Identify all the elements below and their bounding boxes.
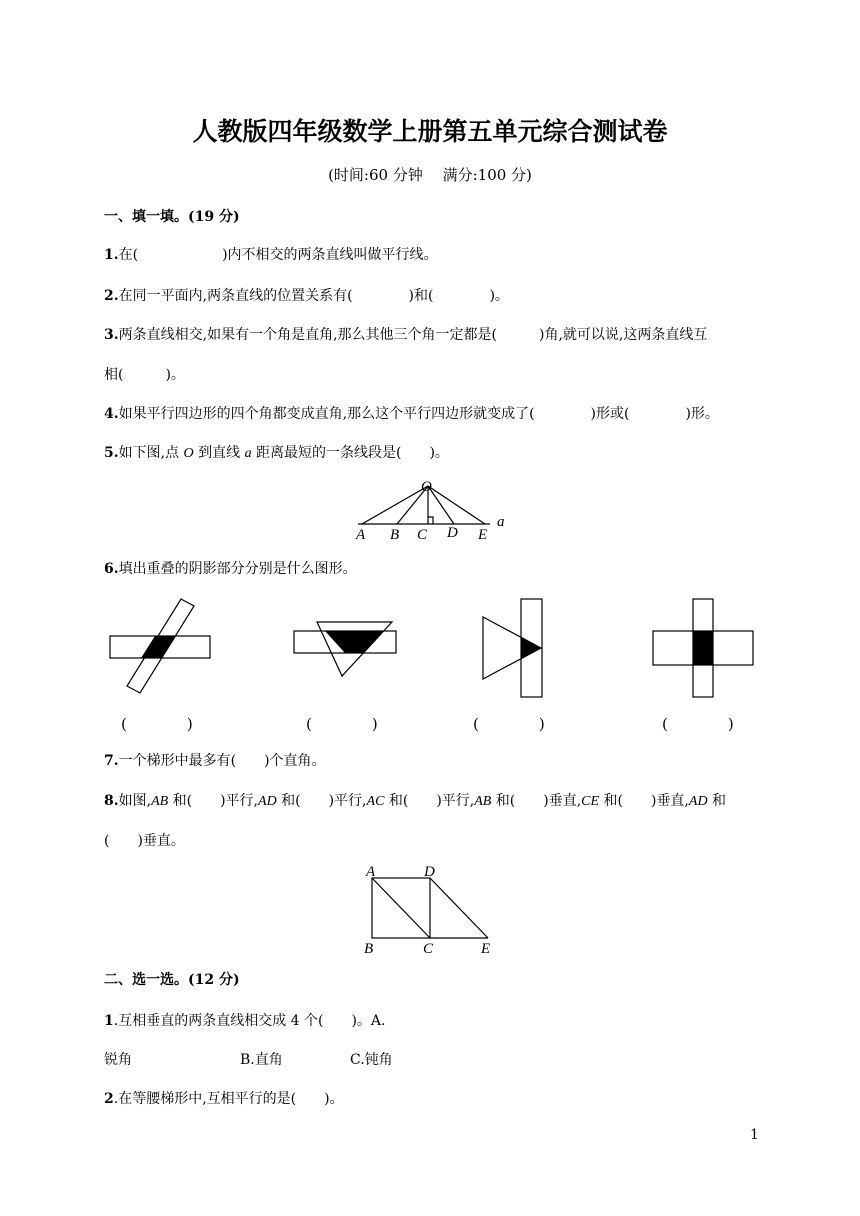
question-2-2	[104, 1088, 344, 1108]
question-1-3-continued: 相( )。	[104, 367, 185, 383]
question-1-8-continued: ( )垂直。	[104, 833, 185, 849]
label-a-point: A	[356, 527, 366, 543]
label-e: E	[478, 527, 488, 543]
question-text: 在同一平面内,两条直线的位置关系有( )和( )。	[118, 288, 509, 304]
question-number: 1	[104, 1013, 114, 1029]
question-number: 2.	[104, 288, 119, 304]
option-b: B.直角	[240, 1052, 283, 1068]
label-b: B	[390, 527, 400, 543]
question-text: 在( )内不相交的两条直线叫做平行线。	[118, 247, 438, 263]
label-c: C	[417, 527, 428, 543]
segment-label: AD	[258, 794, 277, 809]
option-c: C.钝角	[350, 1052, 393, 1068]
overlap-parallelogram	[141, 636, 176, 658]
question-1-1	[104, 244, 438, 264]
line-a-label: a	[244, 446, 252, 461]
question-number: 2	[104, 1091, 114, 1107]
label-e: E	[481, 941, 491, 957]
segment-od	[428, 486, 454, 524]
question-text: 和( )平行,	[168, 793, 259, 809]
overlap-triangle	[521, 637, 541, 659]
question-1-7	[104, 750, 326, 770]
segment-label: AD	[688, 794, 708, 809]
right-angle-mark	[428, 517, 433, 524]
question-text: .在等腰梯形中,互相平行的是( )。	[113, 1091, 344, 1107]
answer-blank-2: ( )	[306, 715, 378, 733]
question-number: 1.	[104, 247, 119, 263]
overlap-rectangle	[693, 631, 713, 665]
segment-label: CE	[581, 794, 600, 809]
question-number: 7.	[104, 753, 119, 769]
question-text: 一个梯形中最多有( )个直角。	[118, 753, 326, 769]
label-d: D	[424, 864, 435, 880]
question-text: 到直线	[193, 445, 245, 461]
exam-info: (时间:60 分钟 满分:100 分)	[328, 166, 532, 184]
question-text: 填出重叠的阴影部分分别是什么图形。	[118, 561, 357, 577]
question-text: 和( )垂直,	[599, 793, 689, 809]
option-a: 锐角	[104, 1052, 132, 1068]
question-number: 3.	[104, 327, 119, 343]
diagonal-ac	[372, 878, 430, 938]
overlap-trapezoid	[325, 631, 384, 653]
section-2-heading: 二、选一选。(12 分)	[104, 972, 240, 988]
label-o: O	[421, 479, 432, 495]
question-text: 距离最短的一条线段是( )。	[251, 445, 449, 461]
question-text: 和( )平行,	[276, 793, 367, 809]
question-number: 5.	[104, 445, 119, 461]
question-1-4	[104, 403, 719, 423]
question-text: 如下图,点	[118, 445, 184, 461]
question-1-6	[104, 558, 357, 578]
question-2-1	[104, 1010, 386, 1030]
question-1-8	[104, 790, 726, 810]
question-text: 如果平行四边形的四个角都变成直角,那么这个平行四边形就变成了( )形或( )形。	[118, 406, 719, 422]
figure-q8	[360, 860, 500, 960]
question-number: 8.	[104, 793, 119, 809]
label-d: D	[447, 525, 458, 541]
question-number: 6.	[104, 561, 119, 577]
question-text: 和( )平行,	[384, 793, 475, 809]
answer-blank-1: ( )	[121, 715, 193, 733]
label-b: B	[364, 941, 374, 957]
question-1-5	[104, 442, 449, 462]
figure-q6-4	[650, 596, 756, 700]
answer-blank-3: ( )	[473, 715, 545, 733]
segment-label: AB	[151, 794, 169, 809]
segment-oa	[362, 486, 428, 524]
label-c: C	[423, 941, 434, 957]
question-text: .互相垂直的两条直线相交成 4 个( )。A.	[113, 1013, 386, 1029]
label-line-a: a	[497, 514, 505, 530]
page-title: 人教版四年级数学上册第五单元综合测试卷	[192, 117, 668, 146]
question-text: 和( )垂直,	[491, 793, 582, 809]
figure-q6-3	[478, 596, 548, 700]
question-text: 和	[707, 793, 727, 809]
label-a: A	[366, 864, 376, 880]
point-o-label: O	[183, 446, 194, 461]
page-number: 1	[750, 1127, 759, 1143]
figure-q5	[350, 476, 520, 544]
question-text: 如图,	[118, 793, 152, 809]
question-text: 两条直线相交,如果有一个角是直角,那么其他三个角一定都是( )角,就可以说,这两条直线互	[118, 327, 708, 343]
figure-q6-1	[105, 595, 215, 695]
question-1-2	[104, 285, 509, 305]
segment-label: AC	[366, 794, 385, 809]
section-1-heading: 一、填一填。(19 分)	[104, 209, 240, 225]
question-1-3	[104, 324, 707, 344]
segment-oe	[428, 486, 485, 524]
answer-blank-4: ( )	[662, 715, 734, 733]
figure-q6-2	[290, 618, 400, 680]
question-number: 4.	[104, 406, 119, 422]
segment-label: AB	[474, 794, 492, 809]
segment-de	[430, 878, 488, 938]
